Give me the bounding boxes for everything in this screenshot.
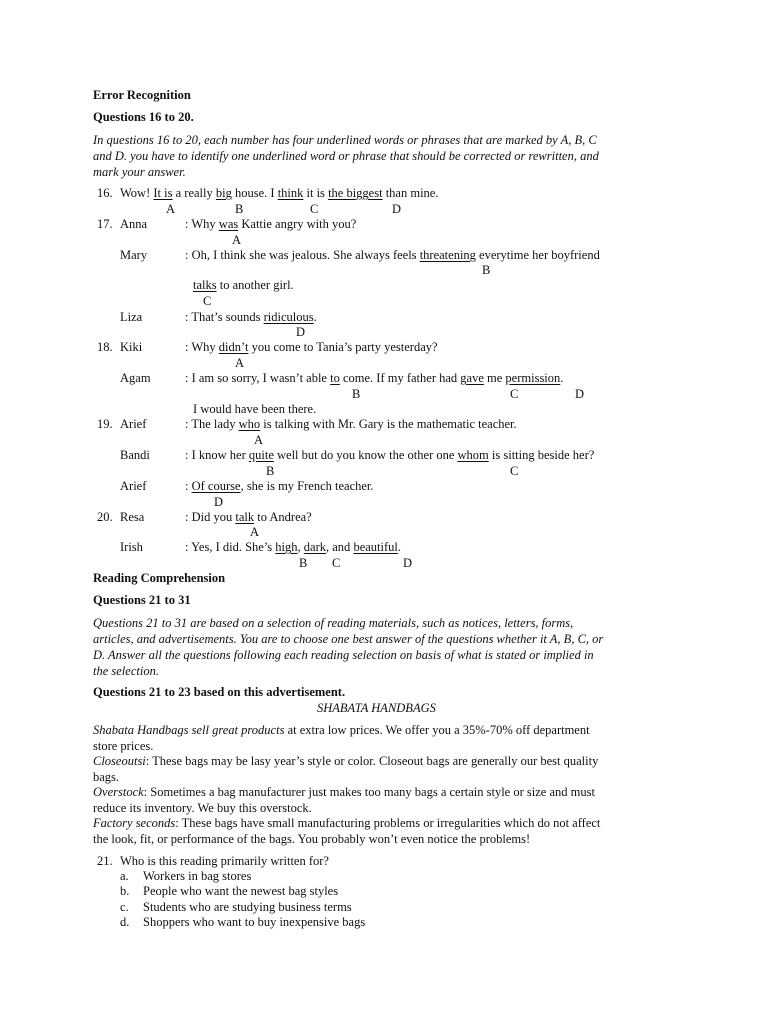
ad-paragraph-line: the look, fit, or performance of the bags. You probably won’t even notice the problems! [93, 832, 531, 846]
question-21-text: Who is this reading primarily written for? [120, 854, 329, 868]
dialogue-line: : Of course, she is my French teacher. [185, 479, 374, 493]
underlined-option-a: was [218, 217, 239, 231]
speaker-name: Anna [120, 217, 148, 231]
answer-option-text: Students who are studying business terms [143, 900, 352, 914]
option-letter-a: A [250, 525, 260, 539]
question-number: 20. [97, 510, 113, 524]
option-letter-d: D [403, 556, 413, 570]
option-letter-a: A [235, 356, 245, 370]
dialogue-line: I would have been there. [193, 402, 317, 416]
option-letter-b: B [482, 263, 491, 277]
dialogue-line: : That’s sounds ridiculous. [185, 310, 317, 324]
option-letter-b: B [299, 556, 308, 570]
ad-paragraph-line: reduce its inventory. We buy this overstock. [93, 801, 312, 815]
ad-paragraph-line: Shabata Handbags sell great products at extra low prices. We offer you a 35%-70% off department [93, 723, 590, 737]
dialogue-line: : I know her quite well but do you know the other one whom is sitting beside her? [185, 448, 595, 462]
ad-paragraph-line: Closeoutsi: These bags may be lasy year’s style or color. Closeout bags are generally our best quality [93, 754, 599, 768]
underlined-option-a: didn’t [218, 340, 249, 354]
option-letter-a: A [254, 433, 264, 447]
answer-option-key: d. [120, 915, 130, 929]
ad-paragraph-line: Overstock: Sometimes a bag manufacturer just makes too many bags a certain style or size and must [93, 785, 595, 799]
option-letter-c: C [203, 294, 212, 308]
speaker-name: Irish [120, 540, 143, 554]
underlined-option-c: dark [303, 540, 326, 554]
underlined-option-b: high [275, 540, 298, 554]
option-letter-b: B [352, 387, 361, 401]
dialogue-line: : The lady who is talking with Mr. Gary is the mathematic teacher. [185, 417, 517, 431]
question-number: 21. [97, 854, 113, 868]
section-title-error-recognition: Error Recognition [93, 88, 191, 102]
option-letter-d: D [392, 202, 402, 216]
speaker-name: Arief [120, 417, 147, 431]
underlined-option-a: who [238, 417, 261, 431]
speaker-name: Arief [120, 479, 147, 493]
answer-option-text: People who want the newest bag styles [143, 884, 339, 898]
option-letter-c: C [510, 387, 519, 401]
underlined-option-a: It is [153, 186, 173, 200]
speaker-name: Agam [120, 371, 151, 385]
answer-option-key: a. [120, 869, 129, 883]
answer-option-text: Workers in bag stores [143, 869, 252, 883]
speaker-name: Liza [120, 310, 143, 324]
section-title-reading-comprehension: Reading Comprehension [93, 571, 226, 585]
underlined-option-d: beautiful [353, 540, 398, 554]
speaker-name: Kiki [120, 340, 143, 354]
underlined-option-b: quite [248, 448, 274, 462]
dialogue-line: : Why didn’t you come to Tania’s party yesterday? [185, 340, 438, 354]
option-letter-a: A [232, 233, 242, 247]
speaker-name: Resa [120, 510, 145, 524]
dialogue-line: : Yes, I did. She’s high, dark, and beautiful. [185, 540, 401, 554]
instruction-line: D. Answer all the questions following each reading selection on basis of what is stated or implied in [93, 648, 594, 662]
option-letter-c: C [510, 464, 519, 478]
dialogue-line: : I am so sorry, I wasn’t able to come. If my father had gave me permission. [185, 371, 564, 385]
underlined-option-c: talks [193, 278, 217, 292]
question-number: 16. [97, 186, 113, 200]
advertisement-title: SHABATA HANDBAGS [317, 701, 436, 715]
underlined-option-c: whom [457, 448, 489, 462]
underlined-option-d: the biggest [328, 186, 383, 200]
option-letter-b: B [235, 202, 244, 216]
question-number: 18. [97, 340, 113, 354]
advertisement-subheading: Questions 21 to 23 based on this advertisement. [93, 685, 346, 699]
instruction-line: In questions 16 to 20, each number has four underlined words or phrases that are marked by A, B, C [93, 133, 597, 147]
underlined-option-d: permission [505, 371, 561, 385]
question-number: 19. [97, 417, 113, 431]
speaker-name: Bandi [120, 448, 150, 462]
instruction-line: and D. you have to identify one underlined word or phrase that should be corrected or rewritten, and [93, 149, 599, 163]
option-letter-d: D [575, 387, 585, 401]
instruction-line: articles, and advertisements. You are to choose one best answer of the questions whether it A, B, C, or [93, 632, 604, 646]
dialogue-line: : Why was Kattie angry with you? [185, 217, 357, 231]
question-16-text: Wow! It is a really big house. I think it is the biggest than mine. [120, 186, 439, 200]
answer-option-text: Shoppers who want to buy inexpensive bags [143, 915, 366, 929]
underlined-option-b: to [330, 371, 340, 385]
answer-option-key: b. [120, 884, 130, 898]
question-number: 17. [97, 217, 113, 231]
section-heading-16-20: Questions 16 to 20. [93, 110, 194, 124]
option-letter-a: A [166, 202, 176, 216]
ad-paragraph-line: bags. [93, 770, 120, 784]
dialogue-line: talks to another girl. [193, 278, 294, 292]
section-heading-21-31: Questions 21 to 31 [93, 593, 191, 607]
dialogue-line: : Oh, I think she was jealous. She always feels threatening everytime her boyfriend [185, 248, 600, 262]
underlined-option-b: threatening [419, 248, 476, 262]
speaker-name: Mary [120, 248, 148, 262]
option-letter-d: D [214, 495, 224, 509]
underlined-option-b: big [215, 186, 232, 200]
option-letter-b: B [266, 464, 275, 478]
option-letter-d: D [296, 325, 306, 339]
instruction-line: the selection. [93, 664, 159, 678]
instruction-line: mark your answer. [93, 165, 186, 179]
underlined-option-d: ridiculous [263, 310, 314, 324]
underlined-option-d: Of course [191, 479, 241, 493]
underlined-option-a: talk [235, 510, 255, 524]
instruction-line: Questions 21 to 31 are based on a selection of reading materials, such as notices, letters, forms, [93, 616, 574, 630]
answer-option-key: c. [120, 900, 129, 914]
underlined-option-c: think [277, 186, 304, 200]
underlined-option-c: gave [460, 371, 484, 385]
option-letter-c: C [332, 556, 341, 570]
ad-paragraph-line: Factory seconds: These bags have small manufacturing problems or irregularities which do not affect [93, 816, 601, 830]
option-letter-c: C [310, 202, 319, 216]
ad-paragraph-line: store prices. [93, 739, 154, 753]
dialogue-line: : Did you talk to Andrea? [185, 510, 312, 524]
